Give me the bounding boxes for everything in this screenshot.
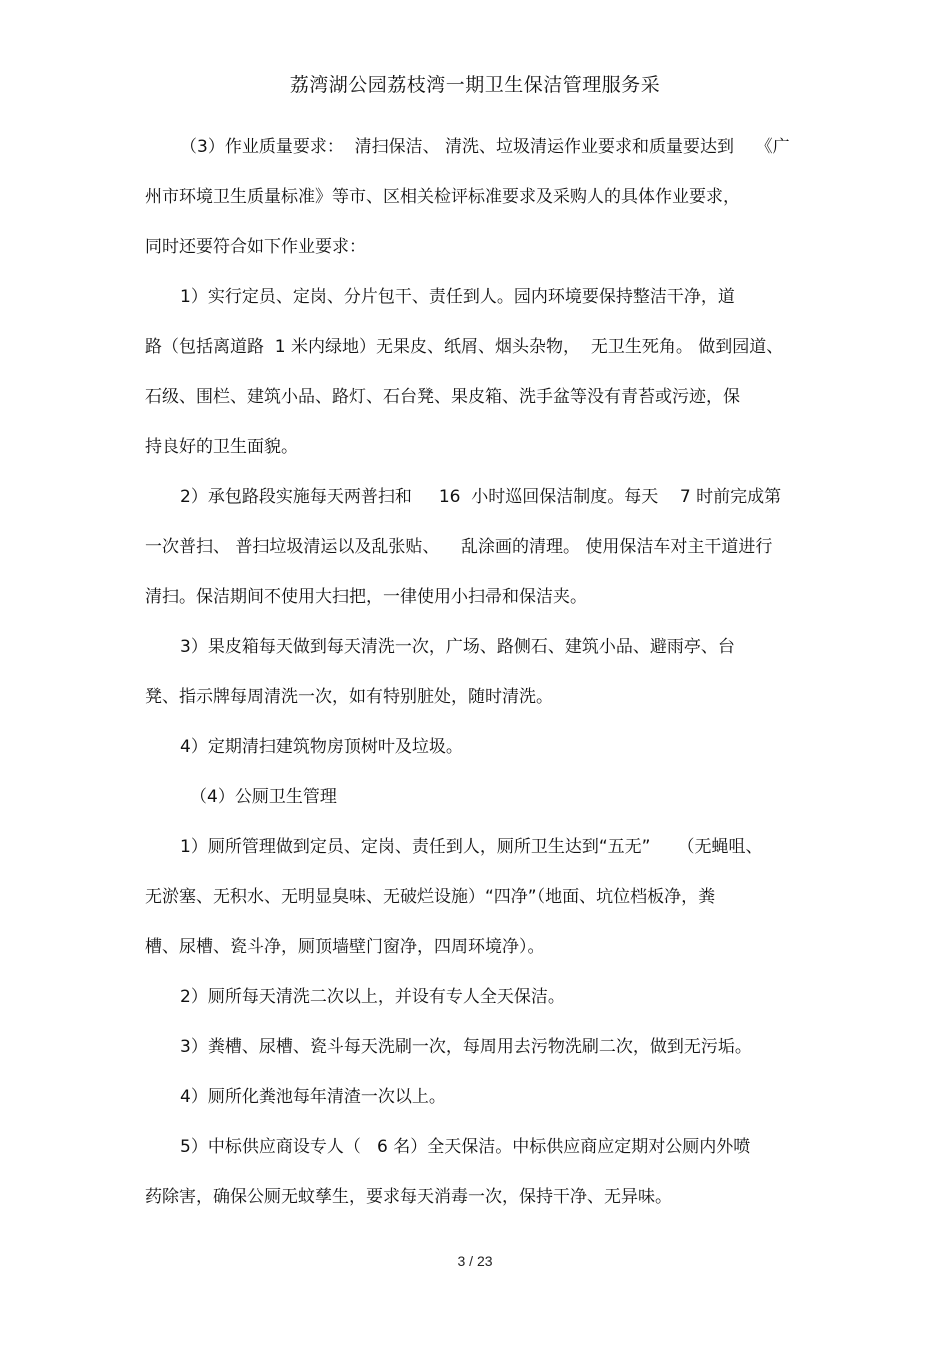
paragraph-line: 持良好的卫生面貌。 — [145, 437, 298, 457]
paragraph-line: 无淤塞、无积水、无明显臭味、无破烂设施）“四净”（地面、坑位档板净，粪 — [145, 887, 716, 907]
paragraph-line: 凳、指示牌每周清洗一次，如有特别脏处，随时清洗。 — [145, 687, 553, 707]
paragraph-line: 一次普扫、 普扫垃圾清运以及乱张贴、 乱涂画的清理。 使用保洁车对主干道进行 — [145, 537, 773, 557]
paragraph-line: 2）承包路段实施每天两普扫和 16 小时巡回保洁制度。每天 7 时前完成第 — [180, 487, 782, 507]
paragraph-line: 石级、围栏、建筑小品、路灯、石台凳、果皮箱、洗手盆等没有青苔或污迹，保 — [145, 387, 740, 407]
paragraph-line: 1）实行定员、定岗、分片包干、责任到人。园内环境要保持整洁干净，道 — [180, 287, 735, 307]
paragraph-line: 4）厕所化粪池每年清渣一次以上。 — [180, 1087, 446, 1107]
page-number: 3 / 23 — [457, 1253, 493, 1269]
paragraph-line: 清扫。保洁期间不使用大扫把，一律使用小扫帚和保洁夹。 — [145, 587, 587, 607]
section-heading: （4）公厕卫生管理 — [190, 787, 337, 807]
paragraph-line: 4）定期清扫建筑物房顶树叶及垃圾。 — [180, 737, 463, 757]
paragraph-line: 3）果皮箱每天做到每天清洗一次，广场、路侧石、建筑小品、避雨亭、台 — [180, 637, 735, 657]
paragraph-line: 槽、尿槽、瓷斗净，厕顶墙壁门窗净，四周环境净）。 — [145, 937, 545, 957]
paragraph-line: 药除害，确保公厕无蚊孳生，要求每天消毒一次，保持干净、无异味。 — [145, 1187, 672, 1207]
paragraph-line: 同时还要符合如下作业要求： — [145, 237, 366, 257]
paragraph-line: 路（包括离道路 1 米内绿地）无果皮、纸屑、烟头杂物， 无卫生死角。 做到园道、 — [145, 337, 784, 357]
paragraph-line: （3）作业质量要求： 清扫保洁、 清洗、垃圾清运作业要求和质量要达到 《广 — [180, 137, 790, 157]
paragraph-line: 州市环境卫生质量标准》等市、区相关检评标准要求及采购人的具体作业要求， — [145, 187, 740, 207]
paragraph-line: 3）粪槽、尿槽、瓷斗每天洗刷一次，每周用去污物洗刷二次，做到无污垢。 — [180, 1037, 752, 1057]
paragraph-line: 5）中标供应商设专人（ 6 名）全天保洁。中标供应商应定期对公厕内外喷 — [180, 1137, 751, 1157]
paragraph-line: 1）厕所管理做到定员、定岗、责任到人，厕所卫生达到“五无” （无蝇咀、 — [180, 837, 763, 857]
paragraph-line: 2）厕所每天清洗二次以上，并设有专人全天保洁。 — [180, 987, 565, 1007]
page-header-title: 荔湾湖公园荔枝湾一期卫生保洁管理服务采 — [289, 74, 661, 96]
